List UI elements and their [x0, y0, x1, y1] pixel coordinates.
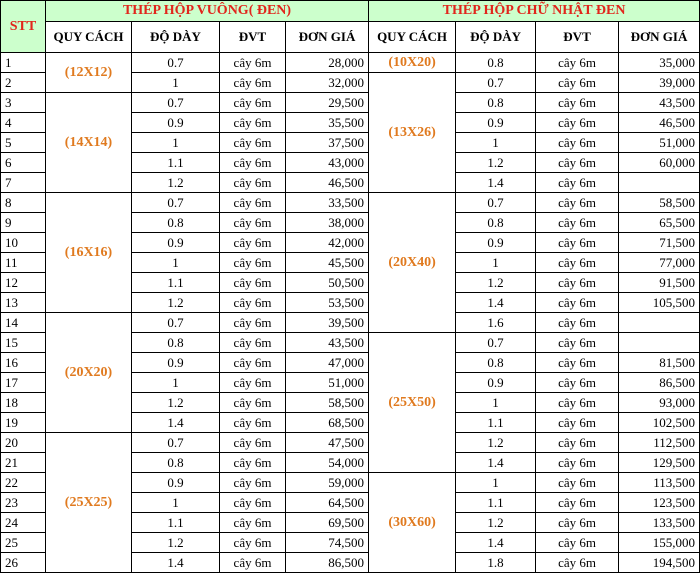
rect-spec-cell: (13X26) — [369, 73, 456, 193]
rect-price-cell: 112,500 — [619, 433, 700, 453]
square-thickness-header: ĐỘ DÀY — [132, 22, 220, 53]
square-thickness-cell: 1.4 — [132, 553, 220, 573]
row-number: 5 — [1, 133, 46, 153]
rect-unit-cell: cây 6m — [536, 393, 619, 413]
square-thickness-cell: 1 — [132, 133, 220, 153]
square-thickness-cell: 0.9 — [132, 353, 220, 373]
square-thickness-cell: 1 — [132, 253, 220, 273]
square-price-header: ĐƠN GIÁ — [286, 22, 369, 53]
rect-thickness-cell: 1.2 — [456, 513, 536, 533]
square-price-cell: 29,500 — [286, 93, 369, 113]
rect-spec-header: QUY CÁCH — [369, 22, 456, 53]
row-number: 12 — [1, 273, 46, 293]
square-unit-cell: cây 6m — [220, 113, 286, 133]
square-price-cell: 33,500 — [286, 193, 369, 213]
square-thickness-cell: 0.9 — [132, 233, 220, 253]
square-thickness-cell: 1 — [132, 493, 220, 513]
square-unit-cell: cây 6m — [220, 133, 286, 153]
rect-unit-cell: cây 6m — [536, 53, 619, 73]
square-price-cell: 69,500 — [286, 513, 369, 533]
rect-thickness-cell: 1 — [456, 473, 536, 493]
rect-price-cell: 123,500 — [619, 493, 700, 513]
square-price-cell: 68,500 — [286, 413, 369, 433]
square-price-cell: 47,000 — [286, 353, 369, 373]
square-spec-header: QUY CÁCH — [46, 22, 132, 53]
rect-unit-cell: cây 6m — [536, 213, 619, 233]
rect-unit-cell: cây 6m — [536, 253, 619, 273]
rect-thickness-cell: 1.4 — [456, 173, 536, 193]
square-unit-cell: cây 6m — [220, 173, 286, 193]
row-number: 22 — [1, 473, 46, 493]
row-number: 23 — [1, 493, 46, 513]
square-spec-cell: (16X16) — [46, 193, 132, 313]
square-unit-cell: cây 6m — [220, 153, 286, 173]
square-unit-cell: cây 6m — [220, 393, 286, 413]
square-price-cell: 53,500 — [286, 293, 369, 313]
square-unit-cell: cây 6m — [220, 473, 286, 493]
square-unit-header: ĐVT — [220, 22, 286, 53]
row-number: 1 — [1, 53, 46, 73]
table-row — [1, 433, 700, 453]
rect-thickness-cell: 0.9 — [456, 373, 536, 393]
square-unit-cell: cây 6m — [220, 353, 286, 373]
rect-price-cell: 91,500 — [619, 273, 700, 293]
rect-spec-cell: (30X60) — [369, 473, 456, 573]
rect-price-cell: 93,000 — [619, 393, 700, 413]
rect-price-cell: 51,000 — [619, 133, 700, 153]
rect-thickness-cell: 0.9 — [456, 233, 536, 253]
row-number: 18 — [1, 393, 46, 413]
rect-thickness-cell: 1.4 — [456, 453, 536, 473]
square-price-cell: 42,000 — [286, 233, 369, 253]
rect-price-cell: 77,000 — [619, 253, 700, 273]
row-number: 6 — [1, 153, 46, 173]
rect-thickness-cell: 0.8 — [456, 93, 536, 113]
rect-unit-cell: cây 6m — [536, 533, 619, 553]
square-thickness-cell: 1.2 — [132, 393, 220, 413]
row-number: 20 — [1, 433, 46, 453]
rect-unit-cell: cây 6m — [536, 93, 619, 113]
square-unit-cell: cây 6m — [220, 453, 286, 473]
square-thickness-cell: 1.1 — [132, 153, 220, 173]
rect-price-cell: 60,000 — [619, 153, 700, 173]
rect-unit-cell: cây 6m — [536, 493, 619, 513]
rect-unit-cell: cây 6m — [536, 293, 619, 313]
rect-thickness-cell: 0.9 — [456, 113, 536, 133]
square-spec-cell: (12X12) — [46, 53, 132, 93]
rect-thickness-header: ĐỘ DÀY — [456, 22, 536, 53]
rect-unit-cell: cây 6m — [536, 193, 619, 213]
row-number: 3 — [1, 93, 46, 113]
rect-price-cell: 113,500 — [619, 473, 700, 493]
rect-price-cell — [619, 333, 700, 353]
square-spec-cell: (14X14) — [46, 93, 132, 193]
square-unit-cell: cây 6m — [220, 413, 286, 433]
square-thickness-cell: 0.7 — [132, 313, 220, 333]
square-group-header: THÉP HỘP VUÔNG( ĐEN) — [46, 1, 369, 22]
rect-thickness-cell: 1 — [456, 393, 536, 413]
stt-header: STT — [1, 1, 46, 53]
rect-price-cell: 81,500 — [619, 353, 700, 373]
row-number: 25 — [1, 533, 46, 553]
square-price-cell: 38,000 — [286, 213, 369, 233]
rect-thickness-cell: 1.8 — [456, 553, 536, 573]
rect-thickness-cell: 0.8 — [456, 53, 536, 73]
rect-price-cell: 58,500 — [619, 193, 700, 213]
rect-unit-cell: cây 6m — [536, 353, 619, 373]
row-number: 9 — [1, 213, 46, 233]
square-thickness-cell: 1.4 — [132, 413, 220, 433]
rect-price-cell: 105,500 — [619, 293, 700, 313]
row-number: 11 — [1, 253, 46, 273]
square-unit-cell: cây 6m — [220, 373, 286, 393]
row-number: 26 — [1, 553, 46, 573]
square-thickness-cell: 0.8 — [132, 213, 220, 233]
rect-thickness-cell: 0.8 — [456, 213, 536, 233]
rect-price-cell: 35,000 — [619, 53, 700, 73]
square-thickness-cell: 0.7 — [132, 433, 220, 453]
row-number: 4 — [1, 113, 46, 133]
table-row — [1, 193, 700, 213]
row-number: 15 — [1, 333, 46, 353]
table-row — [1, 53, 700, 73]
rect-price-cell — [619, 313, 700, 333]
rect-thickness-cell: 1.4 — [456, 293, 536, 313]
square-thickness-cell: 1.2 — [132, 173, 220, 193]
square-thickness-cell: 0.7 — [132, 193, 220, 213]
rect-unit-header: ĐVT — [536, 22, 619, 53]
table-row — [1, 313, 700, 333]
row-number: 16 — [1, 353, 46, 373]
rect-price-cell: 133,500 — [619, 513, 700, 533]
rect-group-header: THÉP HỘP CHỮ NHẬT ĐEN — [369, 1, 700, 22]
rect-thickness-cell: 1.1 — [456, 413, 536, 433]
rect-price-cell: 65,500 — [619, 213, 700, 233]
square-unit-cell: cây 6m — [220, 293, 286, 313]
rect-thickness-cell: 0.7 — [456, 193, 536, 213]
square-thickness-cell: 0.8 — [132, 453, 220, 473]
square-unit-cell: cây 6m — [220, 233, 286, 253]
square-unit-cell: cây 6m — [220, 273, 286, 293]
rect-price-cell: 43,500 — [619, 93, 700, 113]
rect-unit-cell: cây 6m — [536, 73, 619, 93]
square-price-cell: 59,000 — [286, 473, 369, 493]
rect-unit-cell: cây 6m — [536, 233, 619, 253]
rect-thickness-cell: 1.2 — [456, 273, 536, 293]
square-price-cell: 35,500 — [286, 113, 369, 133]
group-header-row — [1, 1, 700, 22]
row-number: 2 — [1, 73, 46, 93]
square-thickness-cell: 1.1 — [132, 273, 220, 293]
rect-unit-cell: cây 6m — [536, 313, 619, 333]
row-number: 7 — [1, 173, 46, 193]
rect-thickness-cell: 1 — [456, 253, 536, 273]
square-price-cell: 58,500 — [286, 393, 369, 413]
square-price-cell: 64,500 — [286, 493, 369, 513]
square-unit-cell: cây 6m — [220, 513, 286, 533]
row-number: 19 — [1, 413, 46, 433]
rect-spec-cell: (10X20) — [369, 53, 456, 73]
rect-unit-cell: cây 6m — [536, 473, 619, 493]
rect-thickness-cell: 0.7 — [456, 333, 536, 353]
square-spec-cell: (25X25) — [46, 433, 132, 573]
rect-spec-cell: (25X50) — [369, 333, 456, 473]
square-unit-cell: cây 6m — [220, 533, 286, 553]
rect-unit-cell: cây 6m — [536, 333, 619, 353]
rect-unit-cell: cây 6m — [536, 133, 619, 153]
square-thickness-cell: 1.2 — [132, 533, 220, 553]
square-price-cell: 51,000 — [286, 373, 369, 393]
square-price-cell: 47,500 — [286, 433, 369, 453]
rect-thickness-cell: 0.7 — [456, 73, 536, 93]
square-price-cell: 45,500 — [286, 253, 369, 273]
square-thickness-cell: 0.9 — [132, 113, 220, 133]
rect-price-cell: 39,000 — [619, 73, 700, 93]
square-thickness-cell: 0.8 — [132, 333, 220, 353]
rect-unit-cell: cây 6m — [536, 433, 619, 453]
square-price-cell: 74,500 — [286, 533, 369, 553]
square-thickness-cell: 1.2 — [132, 293, 220, 313]
square-price-cell: 43,000 — [286, 153, 369, 173]
square-spec-cell: (20X20) — [46, 313, 132, 433]
rect-unit-cell: cây 6m — [536, 153, 619, 173]
square-price-cell: 50,500 — [286, 273, 369, 293]
rect-price-cell: 46,500 — [619, 113, 700, 133]
square-price-cell: 43,500 — [286, 333, 369, 353]
row-number: 10 — [1, 233, 46, 253]
square-unit-cell: cây 6m — [220, 253, 286, 273]
row-number: 24 — [1, 513, 46, 533]
rect-thickness-cell: 1.2 — [456, 153, 536, 173]
rect-price-cell: 155,000 — [619, 533, 700, 553]
rect-unit-cell: cây 6m — [536, 513, 619, 533]
square-price-cell: 28,000 — [286, 53, 369, 73]
rect-thickness-cell: 1.6 — [456, 313, 536, 333]
square-thickness-cell: 1.1 — [132, 513, 220, 533]
rect-price-cell: 129,500 — [619, 453, 700, 473]
square-unit-cell: cây 6m — [220, 333, 286, 353]
square-unit-cell: cây 6m — [220, 313, 286, 333]
square-unit-cell: cây 6m — [220, 73, 286, 93]
rect-price-cell: 86,500 — [619, 373, 700, 393]
rect-unit-cell: cây 6m — [536, 273, 619, 293]
rect-thickness-cell: 0.8 — [456, 353, 536, 373]
rect-price-cell: 102,500 — [619, 413, 700, 433]
row-number: 8 — [1, 193, 46, 213]
square-price-cell: 32,000 — [286, 73, 369, 93]
rect-thickness-cell: 1.2 — [456, 433, 536, 453]
square-price-cell: 39,500 — [286, 313, 369, 333]
rect-price-cell: 71,500 — [619, 233, 700, 253]
square-unit-cell: cây 6m — [220, 493, 286, 513]
rect-price-cell: 194,500 — [619, 553, 700, 573]
square-unit-cell: cây 6m — [220, 433, 286, 453]
rect-unit-cell: cây 6m — [536, 453, 619, 473]
rect-thickness-cell: 1 — [456, 133, 536, 153]
rect-unit-cell: cây 6m — [536, 373, 619, 393]
square-unit-cell: cây 6m — [220, 193, 286, 213]
column-header-row — [1, 22, 700, 53]
square-thickness-cell: 0.9 — [132, 473, 220, 493]
square-thickness-cell: 0.7 — [132, 53, 220, 73]
row-number: 14 — [1, 313, 46, 333]
rect-unit-cell: cây 6m — [536, 553, 619, 573]
row-number: 17 — [1, 373, 46, 393]
rect-price-header: ĐƠN GIÁ — [619, 22, 700, 53]
square-unit-cell: cây 6m — [220, 93, 286, 113]
square-price-cell: 37,500 — [286, 133, 369, 153]
square-price-cell: 46,500 — [286, 173, 369, 193]
rect-unit-cell: cây 6m — [536, 173, 619, 193]
rect-spec-cell: (20X40) — [369, 193, 456, 333]
row-number: 13 — [1, 293, 46, 313]
rect-unit-cell: cây 6m — [536, 413, 619, 433]
table-row — [1, 93, 700, 113]
rect-thickness-cell: 1.4 — [456, 533, 536, 553]
table-body — [1, 53, 700, 573]
row-number: 21 — [1, 453, 46, 473]
square-thickness-cell: 1 — [132, 73, 220, 93]
rect-price-cell — [619, 173, 700, 193]
square-unit-cell: cây 6m — [220, 53, 286, 73]
rect-thickness-cell: 1.1 — [456, 493, 536, 513]
square-unit-cell: cây 6m — [220, 213, 286, 233]
square-thickness-cell: 1 — [132, 373, 220, 393]
square-unit-cell: cây 6m — [220, 553, 286, 573]
square-thickness-cell: 0.7 — [132, 93, 220, 113]
square-price-cell: 54,000 — [286, 453, 369, 473]
rect-unit-cell: cây 6m — [536, 113, 619, 133]
square-price-cell: 86,500 — [286, 553, 369, 573]
